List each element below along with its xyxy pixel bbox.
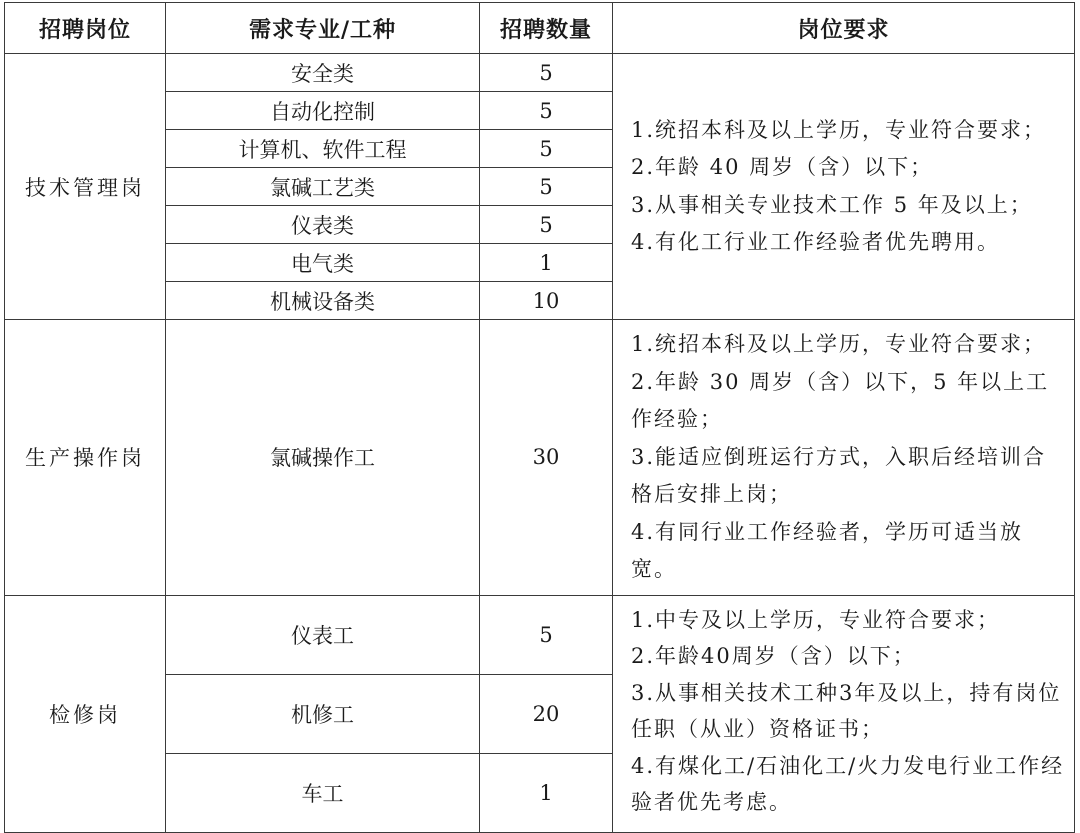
requirements-cell: [613, 54, 1075, 320]
count-cell: 5: [480, 92, 613, 130]
requirement-item: 2.年龄 40 周岁（含）以下；: [631, 155, 934, 179]
major-cell: 车工: [166, 753, 480, 832]
count-cell: 10: [480, 282, 613, 320]
header-position: 招聘岗位: [5, 3, 166, 54]
major-cell: 安全类: [166, 54, 480, 92]
header-count: 招聘数量: [480, 3, 613, 54]
count-cell: 5: [480, 168, 613, 206]
requirement-item: 2.年龄 30 周岁（含）以下，5 年以上工作经验；: [631, 369, 1050, 431]
recruitment-table: [4, 2, 1075, 833]
requirement-item: 4.有煤化工/石油化工/火力发电行业工作经验者优先考虑。: [631, 753, 1065, 814]
requirement-item: 1.统招本科及以上学历，专业符合要求；: [631, 117, 1047, 142]
count-cell: 1: [480, 753, 613, 832]
major-cell: 机修工: [166, 674, 480, 753]
requirement-item: 3.从事相关技术工种3年及以上，持有岗位任职（从业）资格证书；: [631, 680, 1062, 741]
major-cell: 计算机、软件工程: [166, 130, 480, 168]
table-row: [5, 54, 1075, 92]
position-cell: 技术管理岗: [5, 54, 166, 320]
requirement-item: 3.能适应倒班运行方式，入职后经培训合格后安排上岗；: [631, 444, 1047, 506]
header-requirements: 岗位要求: [613, 3, 1075, 54]
major-cell: 仪表类: [166, 206, 480, 244]
header-major: 需求专业/工种: [166, 3, 480, 54]
count-cell: 30: [480, 320, 613, 596]
major-cell: 自动化控制: [166, 92, 480, 130]
table-row: [5, 595, 1075, 674]
count-cell: 1: [480, 244, 613, 282]
requirement-item: 4.有化工行业工作经验者优先聘用。: [631, 230, 1001, 254]
count-cell: 5: [480, 54, 613, 92]
major-cell: 仪表工: [166, 595, 480, 674]
position-cell: 检修岗: [5, 595, 166, 832]
requirement-item: 1.统招本科及以上学历，专业符合要求；: [631, 332, 1047, 356]
requirement-item: 4.有同行业工作经验者，学历可适当放宽。: [631, 519, 1024, 581]
requirement-item: 3.从事相关专业技术工作 5 年及以上；: [631, 192, 1033, 217]
count-cell: 5: [480, 206, 613, 244]
count-cell: 5: [480, 595, 613, 674]
header-row: [5, 3, 1075, 54]
position-cell: 生产操作岗: [5, 320, 166, 596]
requirement-item: 2.年龄40周岁（含）以下；: [631, 644, 916, 668]
requirement-item: 1.中专及以上学历，专业符合要求；: [631, 607, 1001, 632]
major-cell: 氯碱工艺类: [166, 168, 480, 206]
major-cell: 氯碱操作工: [166, 320, 480, 596]
count-cell: 5: [480, 130, 613, 168]
count-cell: 20: [480, 674, 613, 753]
table-row: [5, 320, 1075, 596]
requirements-cell: [613, 320, 1075, 596]
major-cell: 电气类: [166, 244, 480, 282]
requirements-cell: [613, 595, 1075, 832]
major-cell: 机械设备类: [166, 282, 480, 320]
